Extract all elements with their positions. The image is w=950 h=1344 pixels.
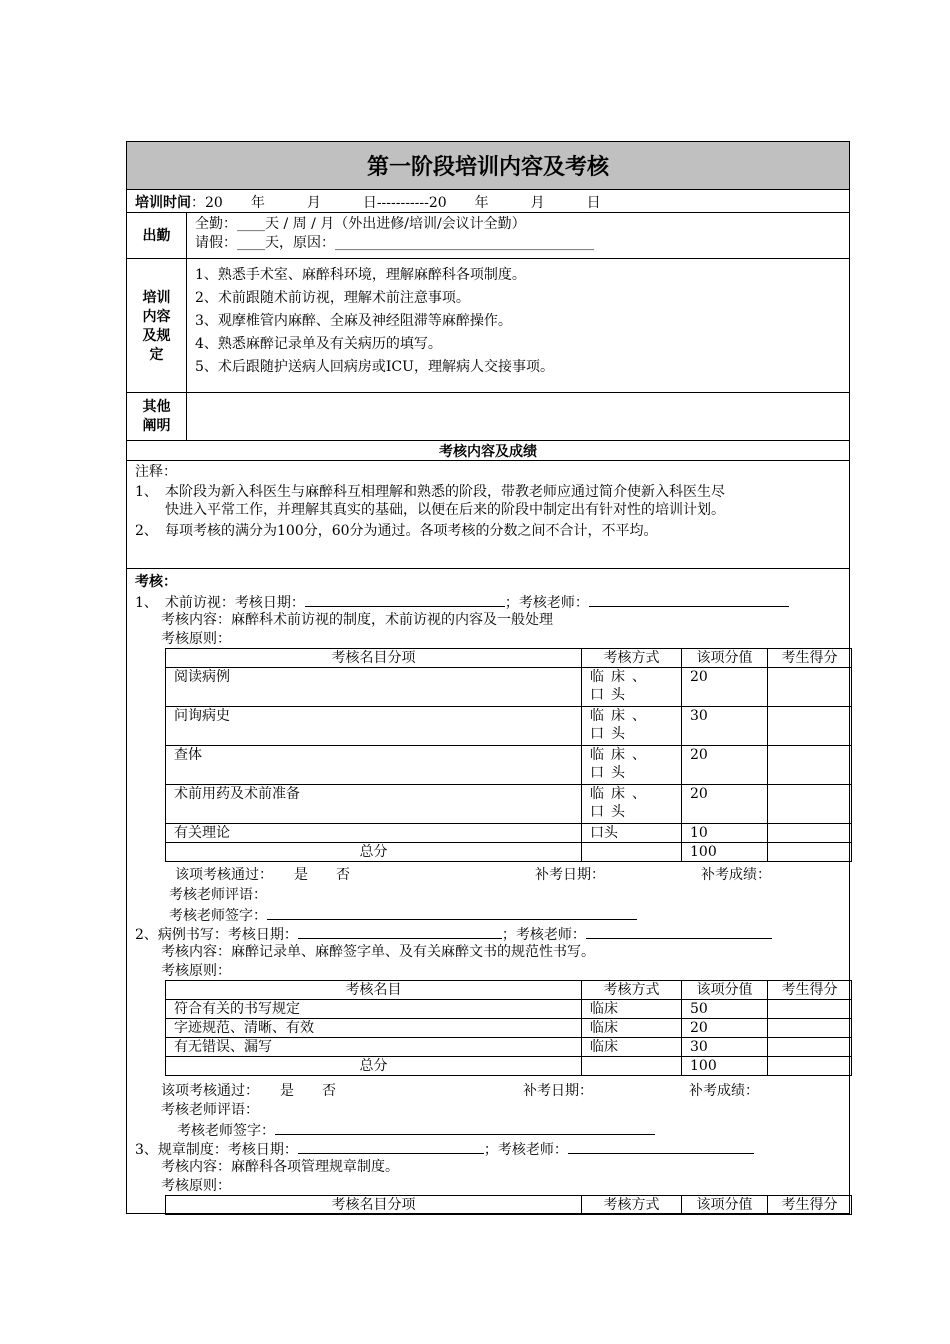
- score-cell: 20: [682, 785, 768, 824]
- item-cell: 符合有关的书写规定: [166, 1000, 582, 1019]
- section-3-title-row: [135, 1139, 754, 1159]
- score-cell: 20: [682, 668, 768, 707]
- column-header: 考生得分: [768, 649, 852, 668]
- section-2-teacher: ；考核老师：: [501, 927, 586, 943]
- section-2-title: 2、病例书写：考核日期：: [135, 927, 298, 943]
- total-row: [166, 843, 852, 862]
- training-content-label: [127, 289, 186, 365]
- score-cell: 20: [682, 1019, 768, 1038]
- note-number: 2、: [135, 523, 158, 539]
- method-cell: 临床: [582, 1000, 682, 1019]
- signature-blank: [267, 905, 637, 920]
- table-row: [166, 824, 852, 843]
- method-cell: 口头: [582, 824, 682, 843]
- item-cell: 有无错误、漏写: [166, 1038, 582, 1057]
- training-item: 3、观摩椎管内麻醉、全麻及神经阻滞等麻醉操作。: [195, 313, 512, 329]
- notes-heading: 注释：: [135, 464, 177, 480]
- attendance-leave-prefix: 请假：____天，原因：: [195, 235, 335, 251]
- column-header: 考核名目分项: [166, 1196, 582, 1215]
- signature-blank: [275, 1120, 655, 1135]
- divider: [127, 568, 849, 569]
- teacher-signature: 考核老师签字：: [177, 1123, 275, 1139]
- makeup-date: 补考日期：: [523, 1083, 593, 1099]
- pass-label: 该项考核通过： 是 否: [161, 1083, 336, 1099]
- table-row: [166, 746, 852, 785]
- divider: [127, 440, 849, 441]
- divider: [127, 212, 849, 213]
- date-blank: [298, 924, 502, 939]
- attendance-leave-reason-blank: _____________________________________: [335, 235, 594, 251]
- section-3-title: 3、规章制度：考核日期：: [135, 1142, 298, 1158]
- table-row: [166, 668, 852, 707]
- section-1-principle: 考核原则：: [161, 631, 231, 647]
- other-label: [127, 398, 186, 436]
- method-cell: 临床、口头: [582, 707, 682, 746]
- column-header: 考核名目分项: [166, 649, 582, 668]
- method-cell: 临床、口头: [582, 746, 682, 785]
- column-header: 该项分值: [682, 649, 768, 668]
- divider: [127, 189, 849, 190]
- column-header: 考生得分: [768, 1196, 852, 1215]
- item-cell: 有关理论: [166, 824, 582, 843]
- total-label: 总分: [166, 843, 582, 862]
- student-score-cell[interactable]: [768, 824, 852, 843]
- section-2-title-row: [135, 924, 772, 944]
- student-score-cell[interactable]: [768, 707, 852, 746]
- item-cell: 术前用药及术前准备: [166, 785, 582, 824]
- section-1-title-row: [135, 592, 789, 612]
- section-2-content: 考核内容：麻醉记录单、麻醉签字单、及有关麻醉文书的规范性书写。: [161, 944, 595, 960]
- column-header: 考核方式: [582, 649, 682, 668]
- table-header-row: [166, 981, 852, 1000]
- score-cell: 10: [682, 824, 768, 843]
- assessment-header: 考核内容及成绩: [439, 444, 537, 460]
- teacher-signature: 考核老师签字：: [169, 908, 267, 924]
- section-3-teacher: ；考核老师：: [483, 1142, 568, 1158]
- student-score-cell[interactable]: [768, 746, 852, 785]
- empty-cell: [582, 1057, 682, 1076]
- table-header-row: [166, 1196, 852, 1215]
- method-cell: 临床: [582, 1038, 682, 1057]
- total-score: 100: [682, 843, 768, 862]
- training-content-label-text: 培训内容及规定: [142, 290, 171, 363]
- item-cell: 问询病史: [166, 707, 582, 746]
- section-1-title: 1、 术前访视：考核日期：: [135, 595, 305, 611]
- teacher-signature-row: [177, 1120, 655, 1140]
- divider: [127, 392, 849, 393]
- label-column-divider: [186, 212, 187, 440]
- training-item: 5、术后跟随护送病人回病房或ICU，理解病人交接事项。: [195, 359, 554, 375]
- section-3-content: 考核内容：麻醉科各项管理规章制度。: [161, 1159, 399, 1175]
- student-score-cell[interactable]: [768, 668, 852, 707]
- page-title: 第一阶段培训内容及考核: [127, 142, 849, 189]
- makeup-score: 补考成绩：: [701, 867, 771, 883]
- assessment-heading: 考核：: [135, 574, 177, 590]
- teacher-blank: [586, 924, 772, 939]
- table-header-row: [166, 649, 852, 668]
- section-2-table: [165, 980, 852, 1076]
- training-time-label: 培训时间: [135, 195, 191, 211]
- date-blank: [298, 1139, 484, 1154]
- student-score-cell[interactable]: [768, 1038, 852, 1057]
- method-cell: 临床、口头: [582, 668, 682, 707]
- note-1-line-1: 本阶段为新入科医生与麻醉科互相理解和熟悉的阶段，带教老师应通过简介使新入科医生尽: [165, 484, 725, 500]
- student-total-cell[interactable]: [768, 843, 852, 862]
- divider: [127, 460, 849, 461]
- section-1-content: 考核内容：麻醉科术前访视的制度，术前访视的内容及一般处理: [161, 612, 553, 628]
- training-time-value: ：20 年 月 日-----------20 年 月 日: [191, 195, 601, 211]
- student-score-cell[interactable]: [768, 785, 852, 824]
- training-item: 1、熟悉手术室、麻醉科环境，理解麻醉科各项制度。: [195, 267, 526, 283]
- section-3-principle: 考核原则：: [161, 1178, 231, 1194]
- training-item: 2、术前跟随术前访视，理解术前注意事项。: [195, 290, 470, 306]
- column-header: 该项分值: [682, 1196, 768, 1215]
- student-total-cell[interactable]: [768, 1057, 852, 1076]
- section-1-table: [165, 648, 852, 862]
- item-cell: 查体: [166, 746, 582, 785]
- score-cell: 50: [682, 1000, 768, 1019]
- training-form: [126, 141, 850, 1214]
- attendance-leave: [195, 234, 594, 252]
- table-row: [166, 1000, 852, 1019]
- attendance-label: 出勤: [142, 228, 171, 244]
- table-row: [166, 707, 852, 746]
- table-row: [166, 1038, 852, 1057]
- pass-label: 该项考核通过： 是 否: [175, 867, 350, 883]
- makeup-date: 补考日期：: [535, 867, 605, 883]
- score-cell: 30: [682, 707, 768, 746]
- teacher-signature-row: [169, 905, 637, 925]
- column-header: 该项分值: [682, 981, 768, 1000]
- score-cell: 30: [682, 1038, 768, 1057]
- empty-cell: [582, 843, 682, 862]
- total-score: 100: [682, 1057, 768, 1076]
- teacher-comment: 考核老师评语：: [169, 887, 267, 903]
- column-header: 考核方式: [582, 1196, 682, 1215]
- item-cell: 字迹规范、清晰、有效: [166, 1019, 582, 1038]
- training-item: 4、熟悉麻醉记录单及有关病历的填写。: [195, 336, 442, 352]
- training-time-row: [135, 194, 601, 212]
- student-score-cell[interactable]: [768, 1019, 852, 1038]
- note-number: 1、: [135, 484, 158, 500]
- makeup-score: 补考成绩：: [689, 1083, 759, 1099]
- total-label: 总分: [166, 1057, 582, 1076]
- student-score-cell[interactable]: [768, 1000, 852, 1019]
- column-header: 考生得分: [768, 981, 852, 1000]
- score-cell: 20: [682, 746, 768, 785]
- column-header: 考核名目: [166, 981, 582, 1000]
- date-blank: [305, 592, 505, 607]
- section-1-teacher: ；考核老师：: [504, 595, 589, 611]
- other-label-text: 其他阐明: [142, 399, 171, 434]
- column-header: 考核方式: [582, 981, 682, 1000]
- attendance-full: 全勤：____天 / 周 / 月（外出进修/培训/会议计全勤）: [195, 216, 526, 232]
- note-1-line-2: 快进入平常工作，并理解其真实的基础，以便在后来的阶段中制定出有针对性的培训计划。: [165, 502, 725, 518]
- method-cell: 临床、口头: [582, 785, 682, 824]
- method-cell: 临床: [582, 1019, 682, 1038]
- total-row: [166, 1057, 852, 1076]
- divider: [127, 258, 849, 259]
- table-row: [166, 785, 852, 824]
- section-2-principle: 考核原则：: [161, 963, 231, 979]
- teacher-blank: [568, 1139, 754, 1154]
- teacher-blank: [589, 592, 789, 607]
- teacher-comment: 考核老师评语：: [161, 1102, 259, 1118]
- note-2: 每项考核的满分为100分，60分为通过。各项考核的分数之间不合计，不平均。: [165, 523, 658, 539]
- table-row: [166, 1019, 852, 1038]
- item-cell: 阅读病例: [166, 668, 582, 707]
- section-3-table: [165, 1195, 852, 1215]
